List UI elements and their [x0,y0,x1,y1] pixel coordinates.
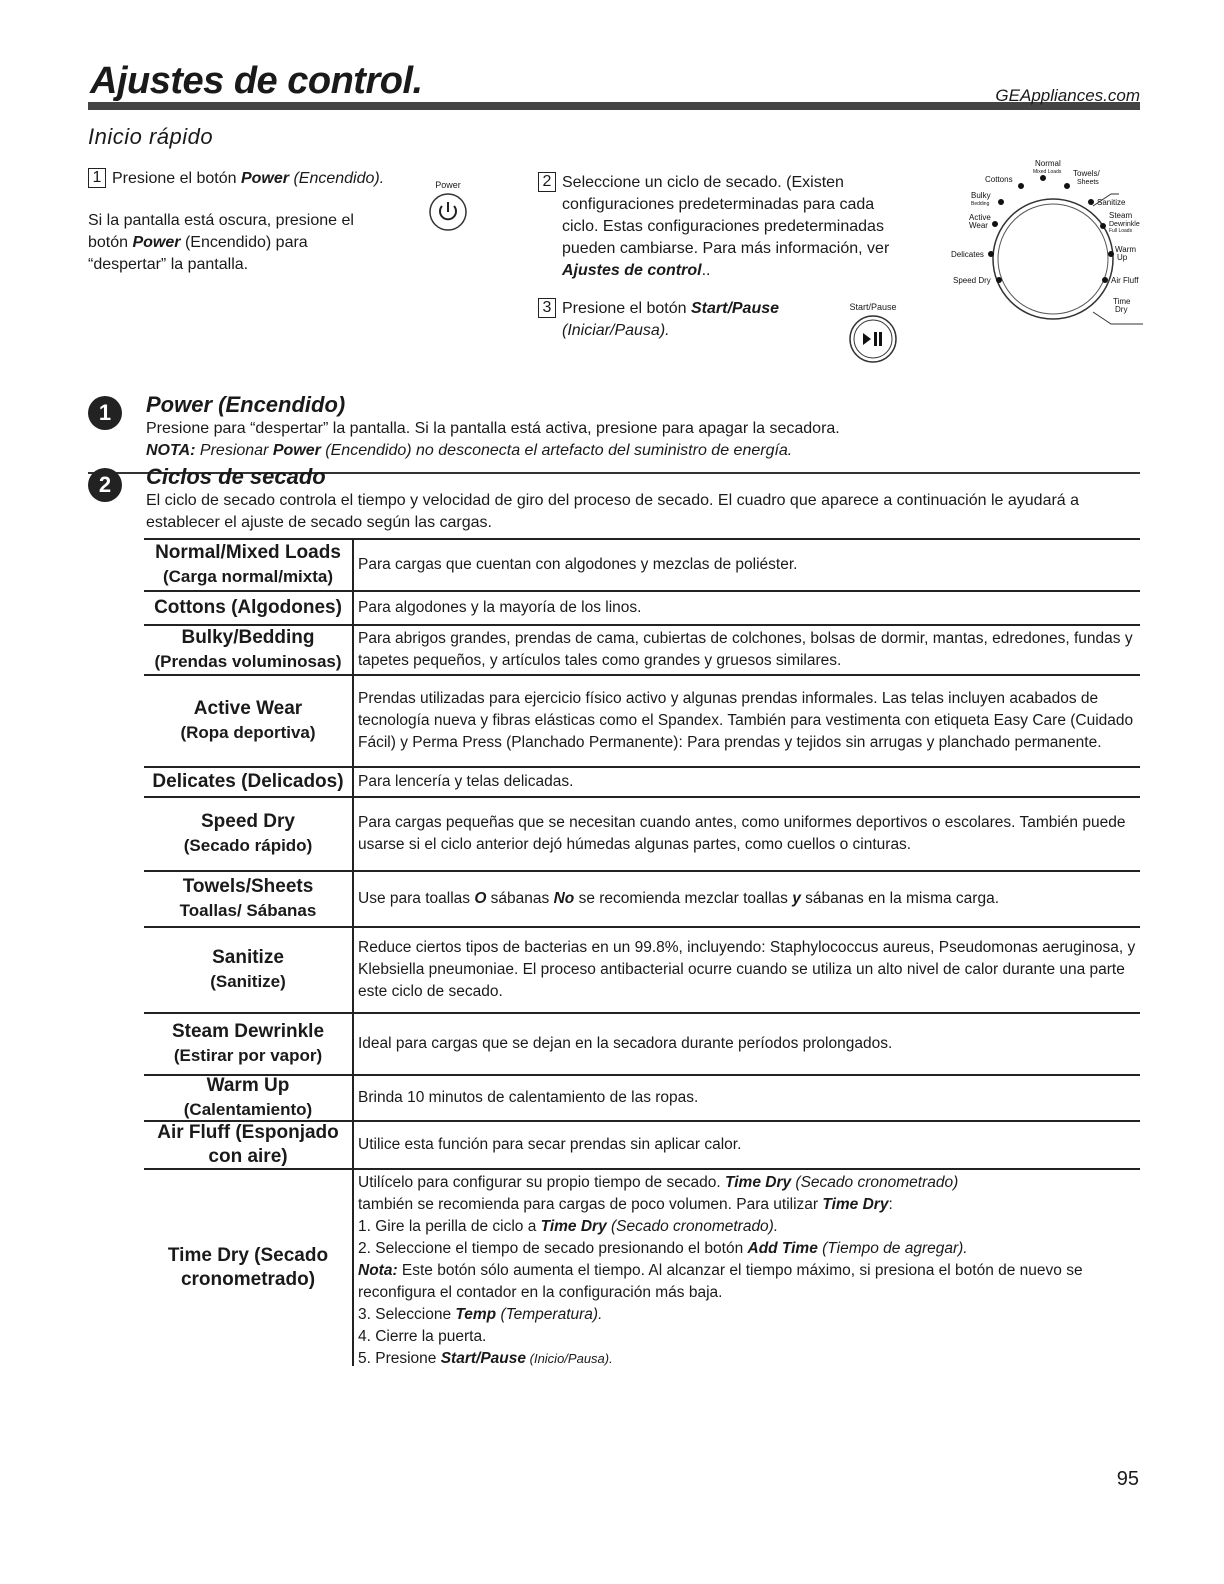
dial-label-airfluff: Air Fluff [1111,276,1139,285]
table-row [144,592,1140,626]
cycle-name [144,768,354,796]
cycle-name-en: Warm Up [206,1075,290,1096]
cycle-name-en: Air Fluff (Esponjado [157,1122,339,1143]
cycle-description: Reduce ciertos tipos de bacterias en un 99.8%, incluyendo: Staphylococcus aureus, Pseudomonas aeruginosa, y Klebsiella pneumoniae. El proceso antibacterial ocurre cuando se utiliza un alto nivel de calor durante una parte este ciclo de secado. [358,939,1136,1000]
start-button-label: Start/Pause [849,302,897,312]
step-text: Si la pantalla está oscura, presione el botón [88,212,354,251]
step-1-sub [88,210,388,276]
desc-text: 5. Presione [358,1350,441,1367]
dial-label-mixed: Mixed Loads [1033,169,1062,175]
table-row [144,768,1140,798]
cycle-name-es: con aire) [208,1146,288,1167]
cycle-name-en: Active Wear [193,698,303,719]
dial-label-sanitize: Sanitize [1097,198,1126,207]
table-row [144,1014,1140,1076]
dial-label-bedding: Bedding [971,201,990,207]
step-3 [538,298,838,342]
dial-label-bulky: Bulky [971,191,991,200]
cycle-name [144,1076,354,1120]
desc-text: (Inicio/Pausa). [526,1351,613,1366]
cycle-name-en: Normal/Mixed Loads [155,542,341,563]
cycle-name-es: Toallas/ Sábanas [179,901,317,920]
cycle-description: Para abrigos grandes, prendas de cama, cubiertas de colchones, bolsas de dormir, mantas, edredones, fundas y tapetes pequeños, y artículos tales como grandes y gruesos similares. [358,630,1133,669]
section-number-badge: 1 [88,396,122,430]
step-number: 1 [88,168,106,188]
step-number: 2 [538,172,556,192]
section-title: Power (Encendido) [146,392,346,417]
note-text: Presionar [195,442,273,459]
dial-label-wear: Wear [969,221,988,230]
page [88,60,1140,1367]
note-label: NOTA: [146,442,196,459]
dial-label-dry: Dry [1115,305,1128,314]
desc-emphasis: O [474,890,487,907]
dial-label-time: Time [1113,297,1131,306]
desc-text: 2. Seleccione el tiempo de secado presionando el botón [358,1240,748,1257]
cycle-name-en: Sanitize [212,947,284,968]
table-row [144,676,1140,768]
table-row [144,540,1140,592]
step-text: Presione el botón [562,300,691,317]
step-2 [538,172,923,282]
cycle-name-en: Towels/Sheets [182,876,314,897]
desc-text: sábanas en la misma carga. [800,890,1000,907]
desc-text: se recomienda mezclar toallas [574,890,793,907]
cycle-name-es: (Sanitize) [210,972,286,991]
section-text: Presione para “despertar” la pantalla. Si la pantalla está activa, presione para apagar la secadora. [146,420,840,437]
table-row [144,1122,1140,1170]
dial-label-delicates: Delicates [951,250,984,259]
cycle-name [144,1014,354,1074]
desc-line [358,1216,1140,1238]
cycle-name-en: Time Dry (Secado [167,1245,329,1266]
table-row [144,872,1140,928]
dial-label-normal: Normal [1035,159,1061,168]
step-text: Seleccione un ciclo de secado. (Existen configuraciones predeterminadas para cada ciclo. Estas configuraciones predeterminadas pueden cambiarse. Para más información, ver [562,174,890,257]
cycle-description: Utilice esta función para secar prendas sin aplicar calor. [358,1136,742,1153]
cycles-table [144,538,1140,1366]
cycle-description: Para algodones y la mayoría de los linos. [358,599,642,616]
site-url[interactable]: GEAppliances.com [995,86,1140,105]
table-row [144,798,1140,872]
section-cycles [88,464,1140,534]
page-number: 95 [1116,1468,1139,1490]
desc-line [358,1260,1140,1304]
step-number: 3 [538,298,556,318]
cycle-description: Para lencería y telas delicadas. [358,773,574,790]
cycle-name [144,1170,354,1366]
section-note [146,440,1140,462]
section-number-badge: 2 [88,468,122,502]
desc-text: (Temperatura). [496,1306,603,1323]
desc-text: 3. Seleccione [358,1306,456,1323]
cycle-name [144,592,354,624]
cycle-name-en: Steam Dewrinkle [171,1021,325,1042]
power-button[interactable] [428,180,468,237]
cycle-name [144,676,354,766]
desc-emphasis: Time Dry [540,1218,607,1235]
desc-text: también se recomienda para cargas de poco volumen. Para utilizar [358,1196,823,1213]
desc-text: sábanas [486,890,554,907]
button-ref: Power [240,170,289,187]
desc-text: Este botón sólo aumenta el tiempo. Al alcanzar el tiempo máximo, si presiona el botón de nuevo se reconfigura el contador en la configuración más baja. [358,1262,1083,1301]
dial-label-sheets: Sheets [1077,179,1099,186]
dial-label-up: Up [1117,253,1128,262]
desc-line: 4. Cierre la puerta. [358,1328,487,1345]
table-row [144,626,1140,676]
power-button-label: Power [435,180,461,190]
cycle-name-en: Delicates (Delicados) [152,771,344,792]
cycle-description: Para cargas pequeñas que se necesitan cuando antes, como uniformes deportivos o escolares. También puede usarse si el ciclo anterior dejó húmedas algunas partes, como cuellos o cinturas. [358,814,1126,853]
cycle-name-es: (Ropa deportiva) [180,723,316,742]
cycle-description: Brinda 10 minutos de calentamiento de las ropas. [358,1089,699,1106]
desc-emphasis: Start/Pause [440,1350,527,1367]
table-row [144,928,1140,1014]
cycle-name-es: (Prendas voluminosas) [154,652,342,671]
page-title: Ajustes de control. [90,60,423,102]
button-ref: Power [132,234,181,251]
cycle-name-en: Speed Dry [201,811,295,832]
desc-line [358,1194,1140,1216]
quick-start [88,150,1140,380]
cycle-description: Para cargas que cuentan con algodones y mezclas de poliéster. [358,556,798,573]
power-icon [428,192,468,232]
desc-text: 1. Gire la perilla de ciclo a [358,1218,541,1235]
section-power [88,392,1140,462]
dial-label-fullloads: Full Loads [1109,228,1133,234]
desc-emphasis: Nota: [358,1262,398,1279]
cycle-name-es: (Secado rápido) [183,836,313,855]
cycle-description: Ideal para cargas que se dejan en la secadora durante períodos prolongados. [358,1035,893,1052]
cycle-name-es: (Carga normal/mixta) [162,567,334,586]
cycle-name-es: (Calentamiento) [183,1100,313,1119]
dial-label-towels: Towels/ [1073,169,1100,178]
step-text: .. [701,262,711,279]
button-ref: Power [272,442,321,459]
desc-text: : [888,1196,893,1213]
cycle-name-en: Cottons (Algodones) [154,597,342,618]
cycle-description [354,1170,1140,1366]
step-text: Presione el botón [112,170,241,187]
cycle-name [144,626,354,674]
desc-text: (Secado cronometrado) [791,1174,959,1191]
desc-emphasis: Temp [455,1306,497,1323]
cycle-description: Prendas utilizadas para ejercicio físico activo y algunas prendas informales. Las telas incluyen acabados de tecnología nueva y fibras elásticas como el Spandex. También para vestimenta con etiqueta Easy Care (Cuidado Fácil) y Perma Press (Planchado Permanente): Para prendas y tejidos sin arrugas y planchado permanente. [358,690,1134,751]
cycle-name [144,798,354,870]
cycle-dial[interactable] [923,154,1143,344]
dial-label-steam: Steam [1109,211,1133,220]
dial-label-warm: Warm [1115,245,1137,254]
cycle-name [144,540,354,590]
desc-line [358,1172,1140,1194]
desc-line [358,1304,1140,1326]
step-text: (Encendido). [289,170,385,187]
desc-emphasis: Time Dry [822,1196,889,1213]
desc-line [358,1348,1140,1370]
dial-label-dewrinkle: Dewrinkle [1109,221,1140,228]
header [88,60,1140,110]
cycle-name [144,928,354,1012]
quick-start-title: Inicio rápido [88,124,214,149]
desc-text: Use para toallas [358,890,475,907]
table-row [144,1170,1140,1366]
play-pause-icon [848,314,898,364]
desc-line [358,1238,1140,1260]
button-ref: Start/Pause [690,300,780,317]
step-text: (Encendido) para “despertar” la pantalla. [88,234,308,273]
desc-text: (Secado cronometrado). [606,1218,779,1235]
desc-emphasis: Time Dry [725,1174,792,1191]
dial-label-cottons: Cottons [985,175,1013,184]
cycle-name [144,1122,354,1168]
table-row [144,1076,1140,1122]
start-pause-button[interactable] [848,302,898,369]
desc-emphasis: y [792,890,801,907]
desc-emphasis: Add Time [747,1240,818,1257]
section-text: El ciclo de secado controla el tiempo y velocidad de giro del proceso de secado. El cuadro que aparece a continuación le ayudará a establecer el ajuste de secado según las cargas. [146,492,1080,531]
section-title: Ciclos de secado [146,464,326,489]
section-ref: Ajustes de control [562,262,702,279]
step-1 [88,168,428,190]
cycle-name-es: cronometrado) [180,1269,316,1290]
cycle-name-en: Bulky/Bedding [181,627,315,648]
dial-label-speeddry: Speed Dry [953,276,991,285]
note-text: (Encendido) no desconecta el artefacto del suministro de energía. [320,442,793,459]
cycle-description [354,872,1140,926]
desc-text: Utilícelo para configurar su propio tiempo de secado. [358,1174,726,1191]
dial-label-active: Active [969,213,991,222]
desc-text: (Tiempo de agregar). [817,1240,968,1257]
desc-emphasis: No [553,890,575,907]
cycle-name-es: (Estirar por vapor) [173,1046,323,1065]
step-text: (Iniciar/Pausa). [562,322,670,339]
cycle-name [144,872,354,926]
